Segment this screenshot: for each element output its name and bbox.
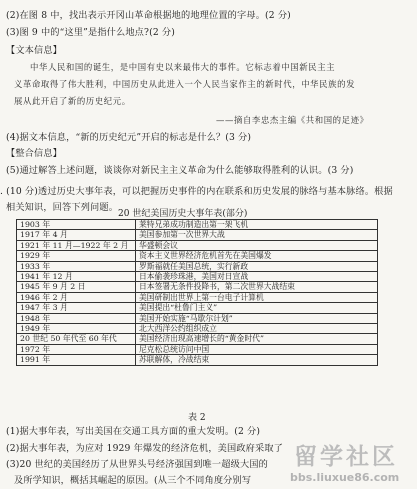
event-cell: 日本偷袭珍珠港，美国对日宣战 <box>136 272 378 282</box>
table-title: 20 世纪美国历史大事年表(部分) <box>118 209 248 219</box>
table-row <box>17 261 378 271</box>
table-row <box>17 334 378 344</box>
table-row <box>17 240 378 250</box>
quote-line-2: 义革命取得了伟大胜利，中国历史从此进入一个人民当家作主的新时代，中华民族的发 <box>14 79 356 89</box>
sub-question-3: (3)20 世纪的美国经历了从世界头号经济强国到唯一超级大国的 <box>6 459 268 470</box>
event-cell: 美国参加第一次世界大战 <box>136 230 378 240</box>
event-cell: 日本签署无条件投降书，第二次世界大战结束 <box>136 282 378 292</box>
question-2: (2)在图 8 中，找出表示开冈山革命根据地的地理位置的字母。(2 分) <box>6 10 291 21</box>
year-cell: 1921 年 11 月—1922 年 2 月 <box>17 240 136 250</box>
question-intro-line-2: 相关知识，回答下列问题。 <box>6 202 119 213</box>
year-cell: 1948 年 <box>17 313 136 323</box>
year-cell: 1933 年 <box>17 261 136 271</box>
question-3: (3)图 9 中的“这里”是指什么地点?(2 分) <box>6 27 175 38</box>
year-cell: 1991 年 <box>17 355 136 365</box>
sub-question-2: (2)据大事年表，为应对 1929 年爆发的经济危机，美国政府采取了 <box>6 443 284 454</box>
year-cell: 1945 年 9 月 2 日 <box>17 282 136 292</box>
year-cell: 1972 年 <box>17 344 136 354</box>
year-cell: 1949 年 <box>17 324 136 334</box>
table-row <box>17 344 378 354</box>
quote-source: ——摘自李忠杰主编《共和国的足迹》 <box>216 115 369 125</box>
site-watermark <box>262 438 417 489</box>
integrate-info-heading: 【整合信息】 <box>6 148 63 159</box>
year-cell: 1929 年 <box>17 251 136 261</box>
table-row <box>17 324 378 334</box>
table-row <box>17 282 378 292</box>
year-cell: 1941 年 12 月 <box>17 272 136 282</box>
question-4: (4)据文本信息，“新的历史纪元”开启的标志是什么？(3 分) <box>6 132 252 143</box>
table-row <box>17 313 378 323</box>
table-caption: 表 2 <box>188 413 206 423</box>
question-5: (5)通过解答上述问题，谈谈你对新民主主义革命为什么能够取得胜利的认识。(3 分) <box>6 165 354 176</box>
event-cell: 美国提出“杜鲁门主义” <box>136 303 378 313</box>
table-row <box>17 230 378 240</box>
event-cell: 资本主义世界经济危机首先在美国爆发 <box>136 251 378 261</box>
year-cell: 1947 年 3 月 <box>17 303 136 313</box>
sub-question-3-continued: 及所学知识，概括其崛起的原因。(从三个不同角度分别写 <box>14 475 252 486</box>
event-cell: 苏联解体，冷战结束 <box>136 355 378 365</box>
quote-line-1: 中华人民和国的诞生，是中国有史以来最伟大的事件。它标志着中国新民主主 <box>30 62 336 72</box>
table-row <box>17 303 378 313</box>
year-cell: 1903 年 <box>17 220 136 230</box>
question-intro-line-1: . (10 分)透过历史大事年表，可以把握历史事件的内在联系和历史发展的脉络与基本脉络。根据 <box>0 186 393 197</box>
year-cell: 20 世纪 50 年代至 60 年代 <box>17 334 136 344</box>
event-cell: 罗斯福就任美国总统，实行新政 <box>136 261 378 271</box>
sub-question-1: (1)据大事年表，写出美国在交通工具方面的重大发明。(2 分) <box>6 426 261 437</box>
table-row <box>17 220 378 230</box>
text-info-heading: 【文本信息】 <box>6 45 63 56</box>
year-cell: 1917 年 4 月 <box>17 230 136 240</box>
year-cell: 1946 年 2 月 <box>17 292 136 302</box>
event-cell: 美国研制出世界上第一台电子计算机 <box>136 292 378 302</box>
quote-line-3: 展从此开启了新的历史纪元。 <box>14 96 131 106</box>
table-row <box>17 272 378 282</box>
watermark-url: bbs.liuxue86.com <box>290 471 400 484</box>
watermark-title: 留学社区 <box>294 444 398 470</box>
event-cell: 华盛顿会议 <box>136 240 378 250</box>
event-cell: 北大西洋公约组织成立 <box>136 324 378 334</box>
events-table <box>16 219 378 366</box>
event-cell: 莱特兄弟成功制造出第一架飞机 <box>136 220 378 230</box>
event-cell: 尼克松总统访问中国 <box>136 344 378 354</box>
table-row <box>17 355 378 365</box>
event-cell: 美国经济出现高速增长的“黄金时代” <box>136 334 378 344</box>
event-cell: 美国开始实施“马歇尔计划” <box>136 313 378 323</box>
table-row <box>17 251 378 261</box>
table-row <box>17 292 378 302</box>
